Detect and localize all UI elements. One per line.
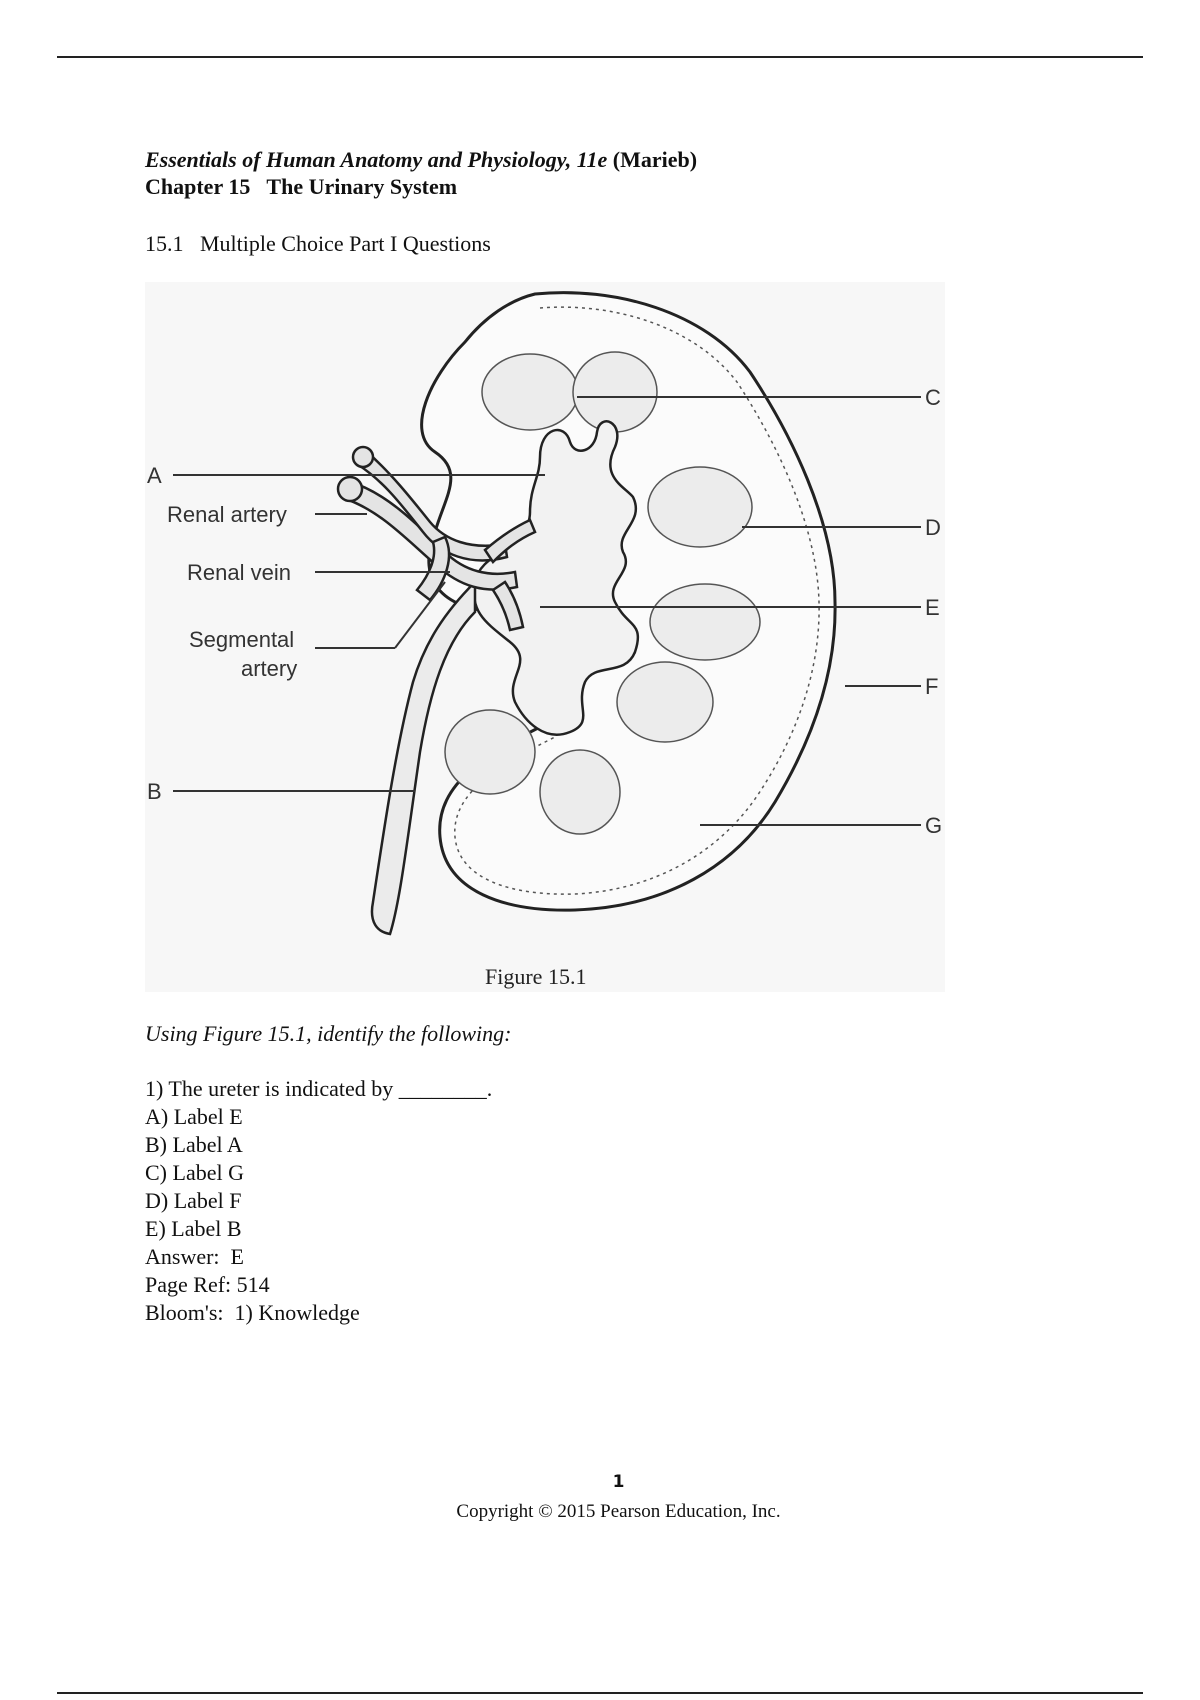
page-number: 1 bbox=[612, 1472, 625, 1492]
label-g: G bbox=[925, 813, 943, 838]
label-c: C bbox=[925, 385, 941, 410]
label-segmental-line1: Segmental bbox=[189, 627, 295, 652]
document-header bbox=[145, 146, 697, 200]
section-heading: 15.1 Multiple Choice Part I Questions bbox=[145, 231, 491, 256]
blooms-level: Bloom's: 1) Knowledge bbox=[145, 1300, 360, 1325]
question-stem: 1) The ureter is indicated by ________. bbox=[145, 1076, 493, 1101]
choice-c: C) Label G bbox=[145, 1160, 244, 1185]
label-e: E bbox=[925, 595, 940, 620]
question-prompt: Using Figure 15.1, identify the following: bbox=[145, 1021, 512, 1046]
label-d: D bbox=[925, 515, 941, 540]
author: (Marieb) bbox=[612, 147, 698, 172]
renal-artery-opening bbox=[353, 447, 373, 467]
chapter-title: Chapter 15 The Urinary System bbox=[145, 174, 458, 199]
answer: Answer: E bbox=[145, 1244, 244, 1269]
choice-b: B) Label A bbox=[145, 1132, 243, 1157]
label-f: F bbox=[925, 674, 939, 699]
choice-d: D) Label F bbox=[145, 1188, 242, 1213]
label-a: A bbox=[147, 463, 162, 488]
choice-e: E) Label B bbox=[145, 1216, 242, 1241]
label-b: B bbox=[147, 779, 162, 804]
question-block bbox=[145, 1075, 492, 1327]
label-renal-vein: Renal vein bbox=[187, 560, 291, 585]
kidney-diagram bbox=[145, 282, 945, 992]
renal-vein-opening bbox=[338, 477, 362, 501]
book-title: Essentials of Human Anatomy and Physiology, 11e bbox=[145, 147, 608, 172]
label-renal-artery: Renal artery bbox=[167, 502, 287, 527]
page-ref: Page Ref: 514 bbox=[145, 1272, 270, 1297]
label-segmental-line2: artery bbox=[241, 656, 298, 681]
kidney-figure bbox=[145, 282, 945, 992]
choice-a: A) Label E bbox=[145, 1104, 243, 1129]
figure-caption: Figure 15.1 bbox=[485, 964, 587, 989]
bottom-rule bbox=[57, 1692, 1143, 1694]
copyright: Copyright © 2015 Pearson Education, Inc. bbox=[456, 1501, 781, 1522]
book-title-line bbox=[145, 146, 697, 173]
top-rule bbox=[57, 56, 1143, 58]
